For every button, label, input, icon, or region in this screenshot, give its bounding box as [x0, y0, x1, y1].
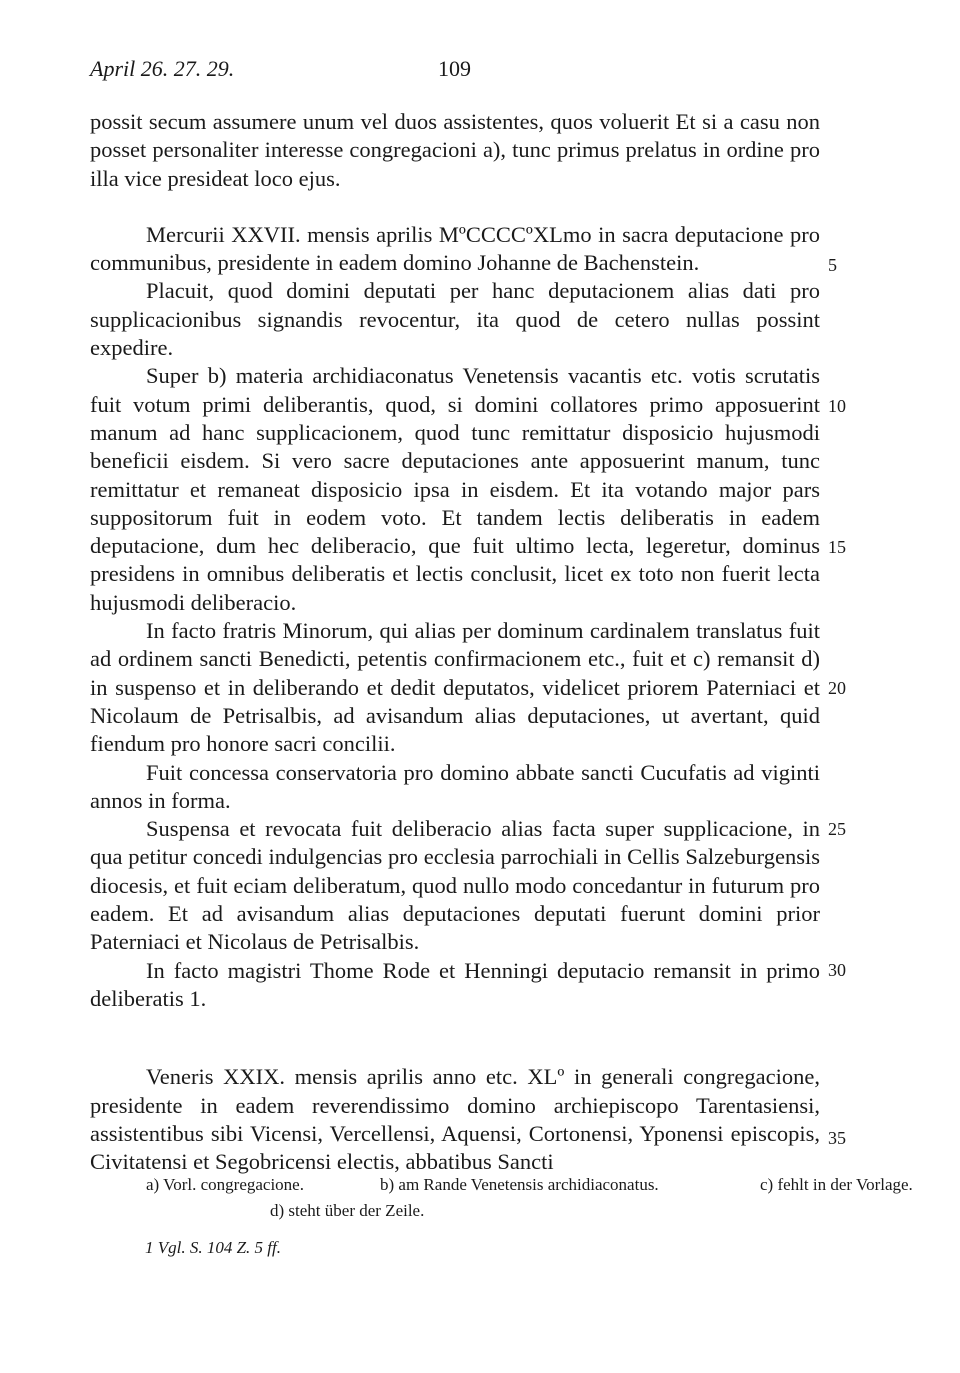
main-text: [90, 108, 820, 1176]
footnote-a: a) Vorl. congregacione.: [146, 1175, 304, 1194]
paragraph-8: In facto magistri Thome Rode et Henningi deputacio remansit in primo deliberatis 1.: [90, 957, 820, 1011]
paragraph-5: In facto fratris Minorum, qui alias per dominum cardinalem translatus fuit ad ordinem sancti Benedicti, petentis confirmacionem etc., fuit et c) remansit d) in suspenso et in deliberando et dedit deputatos, videlicet priorem Paterniaci et Nicolaum de Petrisalbis, ad avisandum alias deputaciones, ut avertant, quid fiendum pro honore sacri concilii.: [90, 618, 820, 757]
line-number: 5: [828, 255, 837, 275]
line-number: 25: [828, 819, 846, 839]
paragraph-7: Suspensa et revocata fuit deliberacio alias facta super supplicacione, in qua petitur concedi indulgencias pro ecclesia parrochiali in Cellis Salzeburgensis diocesis, et fuit eciam deliberatum, quod nullo modo concedantur in futurum pro eadem. Et ad avisandum alias deputaciones deputati fuerunt domini prior Paterniaci et Nicolaus de Petrisalbis.: [90, 816, 820, 955]
line-number-margin: [828, 0, 868, 1373]
running-title: April 26. 27. 29.: [90, 56, 235, 81]
line-number: 15: [828, 537, 846, 557]
paragraph-3: Placuit, quod domini deputati per hanc deputacionem alias dati pro supplicacionibus signandis revocentur, ita quod de cetero nullas possint expedire.: [90, 278, 820, 361]
footnote-c: c) fehlt in der Vorlage.: [760, 1175, 913, 1194]
line-number: 20: [828, 678, 846, 698]
line-number: 10: [828, 396, 846, 416]
reference-note: 1 Vgl. S. 104 Z. 5 ff.: [145, 1238, 282, 1257]
paragraph-1: possit secum assumere unum vel duos assistentes, quos voluerit Et si a casu non posset personaliter interesse congregacioni a), tunc primus prelatus in ordine pro illa vice presideat loco ejus.: [90, 109, 820, 191]
page-header: [90, 56, 830, 86]
paragraph-9: Veneris XXIX. mensis aprilis anno etc. XLº in generali congregacione, presidente in eadem reverendissimo domino archiepiscopo Tarentasiensi, assistentibus sibi Vicensi, Vercellensi, Aquensi, Cortonensi, Yponensi episcopis, Civitatensi et Segobricensi electis, abbatibus Sancti: [90, 1064, 820, 1175]
paragraph-2: Mercurii XXVII. mensis aprilis MºCCCCºXLmo in sacra deputacione pro communibus, presidente in eadem domino Johanne de Bachenstein.: [90, 221, 820, 276]
footnote-d: d) steht über der Zeile.: [270, 1201, 425, 1220]
footnote-b: b) am Rande Venetensis archidiaconatus.: [380, 1175, 659, 1194]
footnotes: [90, 1172, 913, 1224]
line-number: 35: [828, 1128, 846, 1148]
line-number: 30: [828, 960, 846, 980]
paragraph-6: Fuit concessa conservatoria pro domino abbate sancti Cucufatis ad viginti annos in forma.: [90, 759, 820, 813]
page-number: 109: [438, 56, 471, 81]
paragraph-4: Super b) materia archidiaconatus Venetensis vacantis etc. votis scrutatis fuit votum primi deliberantis, quod, si domini collatores primo apposuerint manum ad hanc supplicacionem, quod tunc remittatur disposicio hujusmodi beneficii eisdem. Si vero sacre deputaciones ante apposuerint manum, tunc remittatur et remaneat disposicio ipsa in eisdem. Et ita votando major pars suppositorum fuit in eodem voto. Et tandem lectis deliberatis in eadem deputacione, dum hec deliberacio, que fuit ultimo lecta, legeretur, dominus presidens in omnibus deliberatis et lectis conclusit, licet ex toto non fuerit lecta hujusmodi deliberacio.: [90, 363, 820, 615]
